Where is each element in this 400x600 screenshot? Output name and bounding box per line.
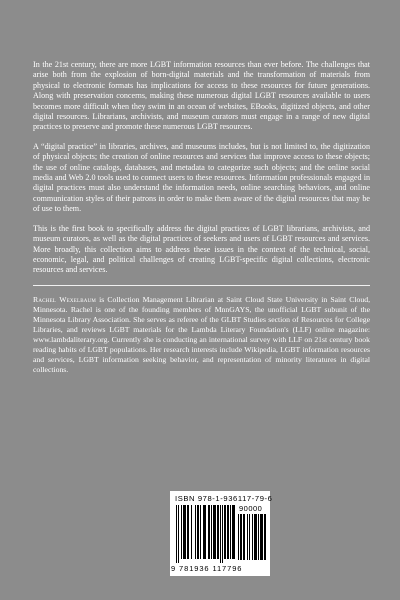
barcode-bar (222, 505, 223, 563)
author-name: Rachel Wexelbaum (33, 294, 97, 304)
barcode-bar (191, 505, 192, 559)
barcode-bar (200, 505, 201, 559)
barcode-bar (197, 505, 199, 559)
barcode-bar (176, 505, 177, 563)
barcode-bar (258, 514, 259, 560)
barcode-bar (213, 505, 216, 559)
barcode-bar (208, 505, 210, 559)
barcode-bar (183, 505, 186, 559)
isbn-label: ISBN 978-1-936117-79-6 (175, 494, 273, 503)
barcode-bar (227, 505, 229, 559)
barcode-bar (178, 505, 179, 563)
barcode-bar (247, 514, 248, 560)
author-bio-text: is Collection Management Librarian at Saint Cloud State University in Saint Cloud, Minnesota. Rachel is one of the founding members of MnnGAYS, the unofficial LGBT subunit of the Minnesota Library Association. She serves as referee of the GLBT Studies section of Resources for College Libraries, and reviews LGBT materials for the Lambda Literary Foundation's (LLF) online magazine: www.lambdaliterary.org. Currently she is conducting an international survey with LLF on 21st century book reading habits of LGBT populations. Her research interests include Wikipedia, LGBT information resources and services, LGBT information seeking behavior, and representation of minority literatures in digital collections. (33, 294, 370, 374)
barcode-bar (220, 505, 221, 563)
barcode-bar (249, 514, 250, 560)
barcode-bar (181, 505, 182, 559)
description-paragraph-2: A “digital practice” in libraries, archives, and museums includes, but is not limited to, the digitization of physical objects; the creation of online resources and services that improve access to these objects; the use of online catalogs, databases, and metadata to categorize such objects; and the online social media and Web 2.0 tools used to connect users to these resources. Information professionals engaged in digital practices must also understand the information needs, online searching behaviors, and online communication styles of their patrons in order to make them aware of the digital resources that may be of use to them. (33, 141, 370, 214)
barcode-bar (260, 514, 263, 560)
ean-barcode-bars (176, 505, 236, 563)
barcode-bar (187, 505, 189, 559)
barcode-bar (211, 505, 212, 559)
addon-barcode-bars (238, 514, 266, 562)
description-paragraph-3: This is the first book to specifically address the digital practices of LGBT librarians, archivists, and museum curators, as well as the digital practices of seekers and users of LGBT resources and services. More broadly, this collection aims to address these issues in the context of the technical, social, economic, legal, and political challenges of creating LGBT-specific digital collections, electronic resources and services. (33, 223, 370, 275)
divider-line (33, 285, 370, 286)
barcode-bar (217, 505, 219, 559)
author-bio (33, 295, 370, 375)
barcode-bar (230, 505, 231, 559)
barcode-bar (238, 514, 239, 560)
barcode-bar (254, 514, 257, 560)
description-paragraph-1: In the 21st century, there are more LGBT information resources than ever before. The challenges that arise both from the explosion of born-digital materials and the transformation of materials from physical to electronic formats has implications for access to these resources for future generations. Along with preservation concerns, making these numerous digital LGBT resources available to users becomes more difficult when they swim in an ocean of websites, EBooks, digitized objects, and other digital resources. Librarians, archivists, and museum curators must engage in a range of new digital practices to preserve and promote these numerous LGBT resources. (33, 60, 370, 132)
barcode-bar (203, 505, 206, 559)
barcode-bar (224, 505, 226, 559)
ean-digits: 9 781936 117796 (171, 564, 243, 573)
price-addon-number: 90000 (239, 504, 263, 513)
barcode-bar (195, 505, 196, 559)
barcode-bar (240, 514, 242, 560)
barcode-bar (243, 514, 245, 560)
isbn-barcode (170, 491, 273, 576)
barcode-bar (252, 514, 253, 560)
barcode-bar (232, 505, 235, 559)
barcode-bar (264, 514, 266, 560)
back-cover-text (33, 60, 370, 375)
